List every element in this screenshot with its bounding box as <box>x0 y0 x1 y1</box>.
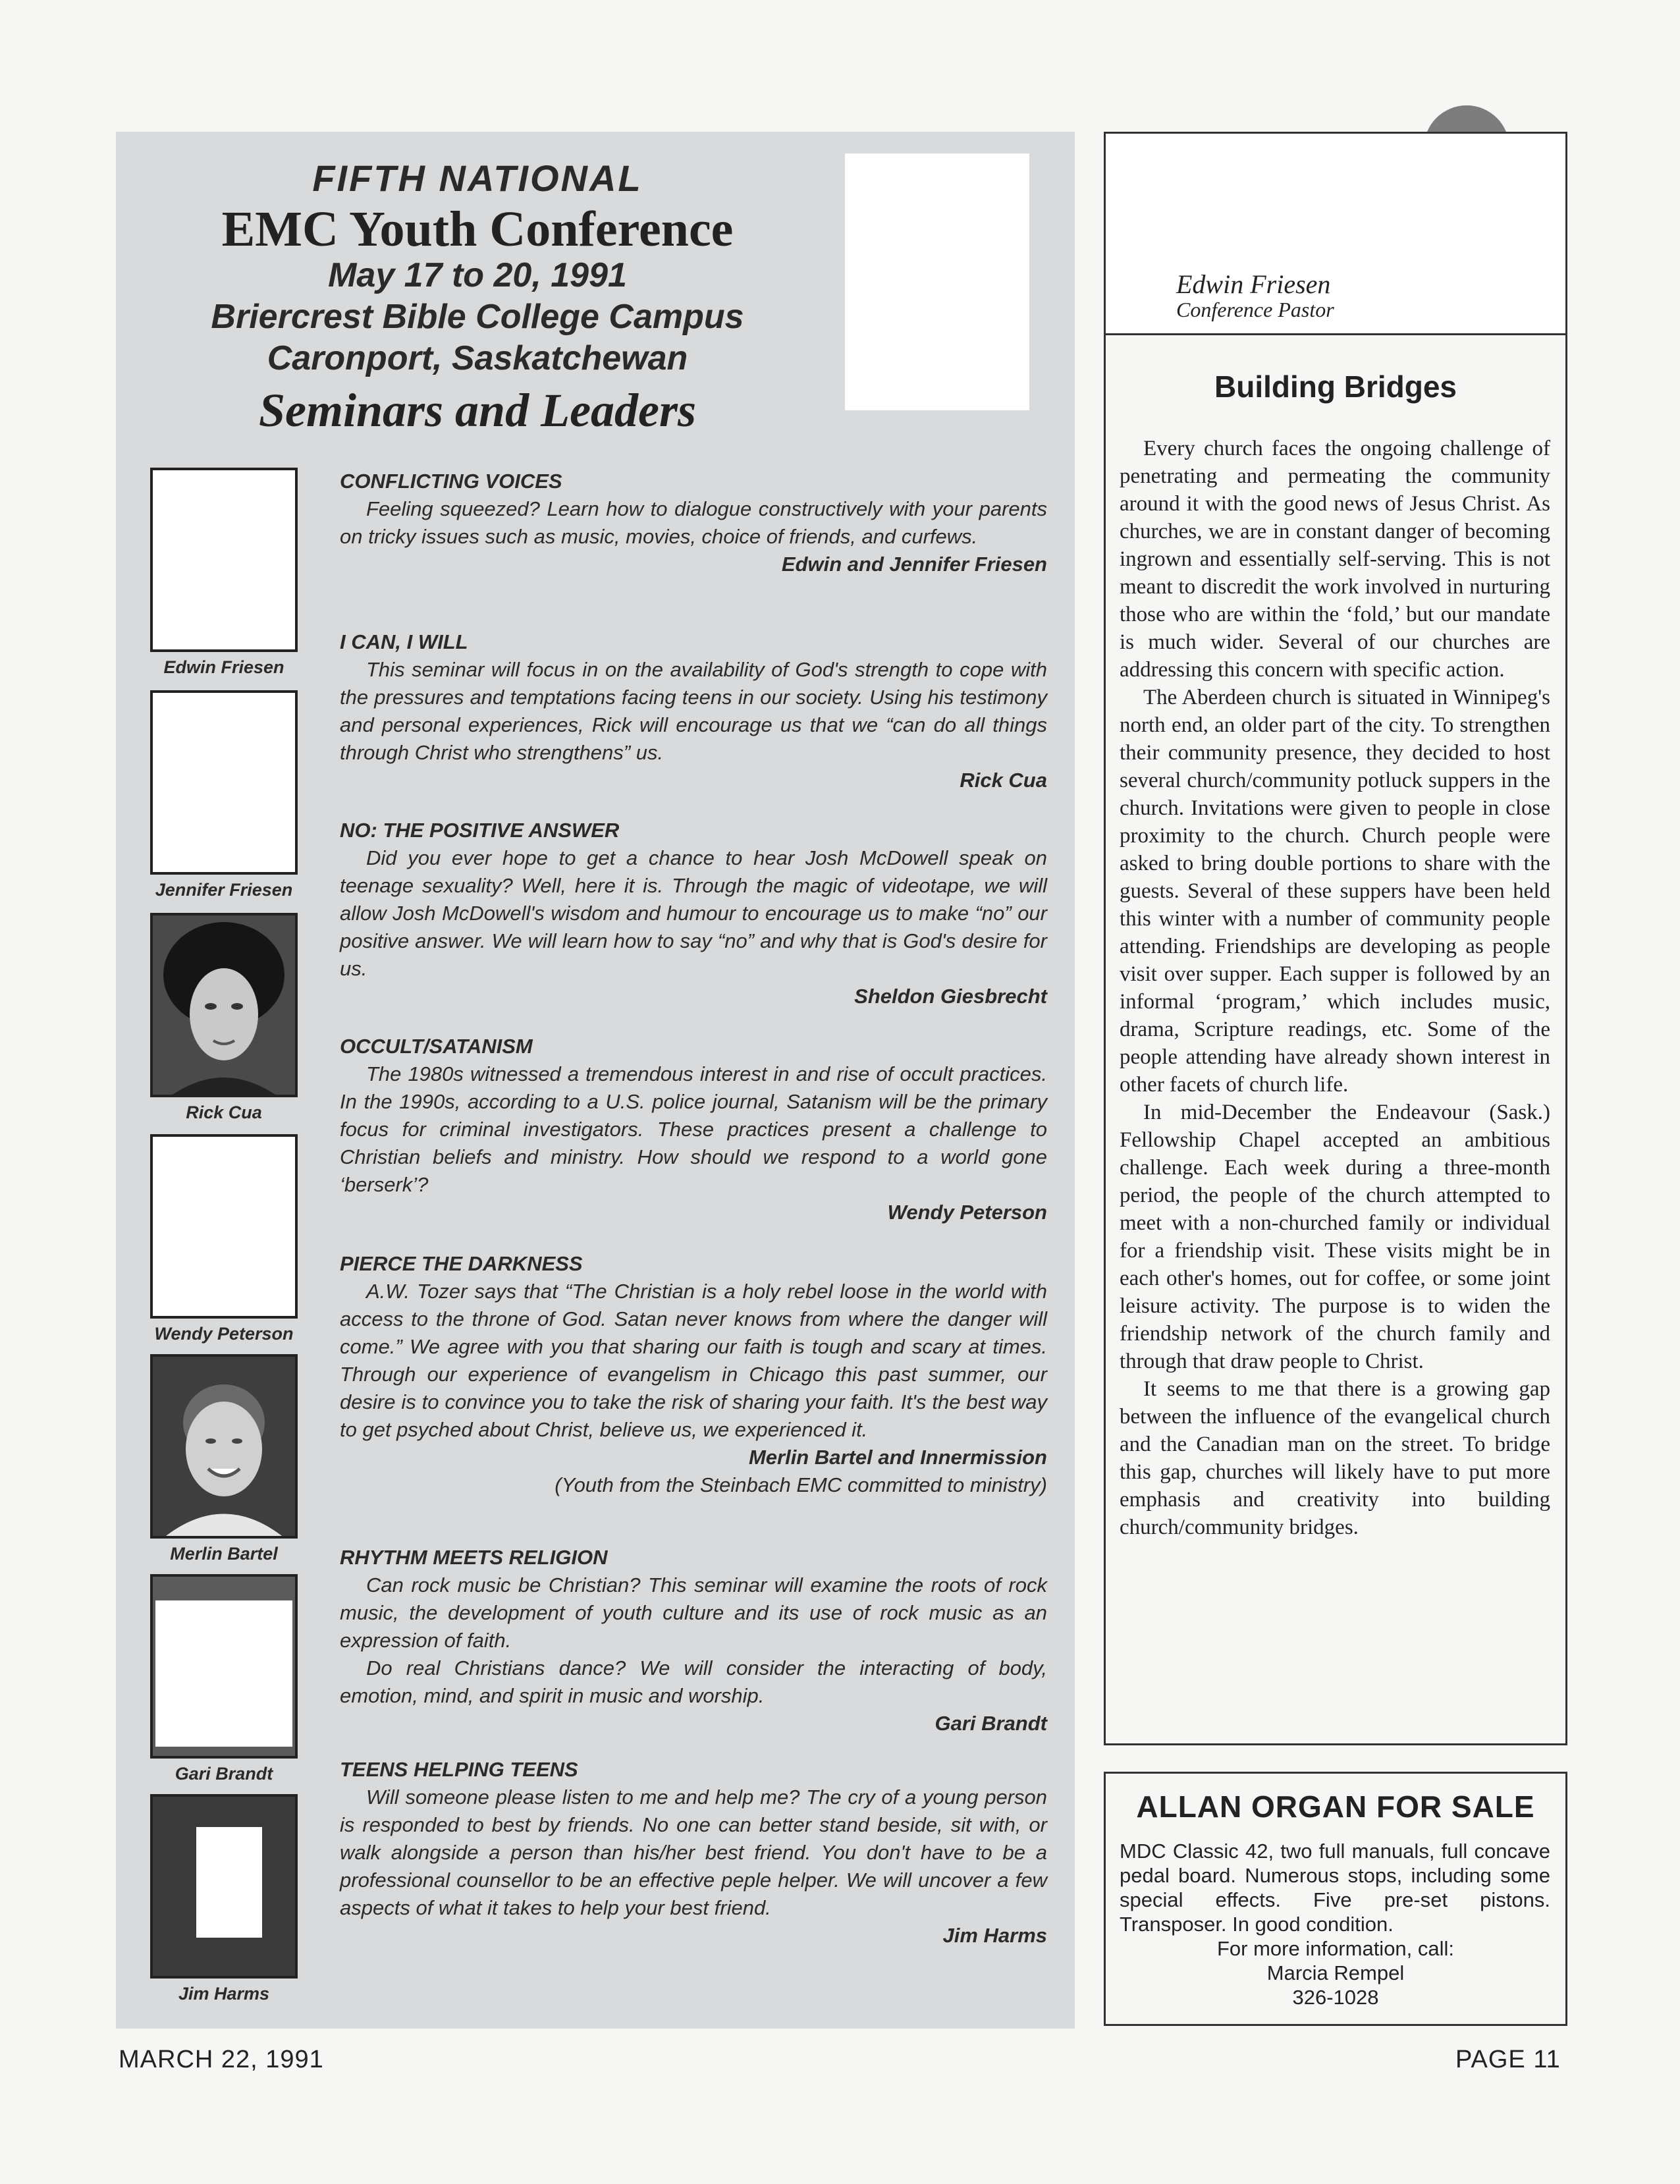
seminar <box>340 1756 1047 1950</box>
ad-contact-name: Marcia Rempel <box>1266 1961 1405 1984</box>
seminar <box>340 817 1047 1010</box>
pastor-name: Edwin Friesen <box>1176 269 1331 299</box>
conference-kicker: FIFTH NATIONAL <box>312 157 643 199</box>
leader-name: Wendy Peterson <box>154 1324 294 1344</box>
seminar-description: Will someone please listen to me and help me? The cry of a young person is responded to best by friends. No one can better stand beside, sit with, or walk alongside a person than his/her best friend. You don't have to be a professional counsellor to be an effective peple helper. We will uncover a few aspects of what it takes to help your best friend. <box>340 1786 1047 1919</box>
leader-photo <box>150 690 298 875</box>
seminar-title: CONFLICTING VOICES <box>340 470 562 493</box>
seminar-presenter: Merlin Bartel and Innermission <box>748 1446 1047 1469</box>
seminar <box>340 1033 1047 1226</box>
seminar-presenter: Sheldon Giesbrecht <box>854 985 1047 1008</box>
ad-title: ALLAN ORGAN FOR SALE <box>1136 1789 1535 1824</box>
seminar-description: Did you ever hope to get a chance to hear Josh McDowell speak on teenage sexuality? Well, here it is. Through the magic of videotape, we will allow Josh McDowell's wisdom and humour to encourage us to make “no” our positive answer. We will learn how to say “no” and why that is God's desire for us. <box>340 846 1047 980</box>
ad-contact-phone: 326-1028 <box>1292 1986 1379 2009</box>
seminar-presenter: Gari Brandt <box>935 1712 1047 1735</box>
leader-card <box>150 1574 298 1784</box>
leader-photo <box>150 1794 298 1979</box>
issue-date: MARCH 22, 1991 <box>119 2046 324 2073</box>
seminar-title: NO: THE POSITIVE ANSWER <box>340 819 620 842</box>
conference-dates: May 17 to 20, 1991 <box>328 256 627 294</box>
conference-location: Caronport, Saskatchewan <box>267 339 688 377</box>
seminar-presenter: Wendy Peterson <box>887 1201 1047 1224</box>
leader-photo <box>150 468 298 652</box>
leader-card <box>150 1134 298 1344</box>
seminar-description: Can rock music be Christian? This seminar will examine the roots of rock music, the development of youth culture and its use of rock music as an expression of faith. <box>340 1573 1047 1652</box>
leader-name: Jim Harms <box>178 1984 270 2004</box>
leader-photo <box>150 1134 298 1319</box>
seminar-presenter: Edwin and Jennifer Friesen <box>781 553 1047 576</box>
seminar-title: OCCULT/SATANISM <box>340 1035 533 1058</box>
leader-name: Edwin Friesen <box>163 657 285 677</box>
leader-card <box>150 1354 298 1564</box>
leader-card <box>150 690 298 900</box>
column-paragraph: In mid-December the Endeavour (Sask.) Fellowship Chapel accepted an ambitious challenge. Each week during a three-month period, the people of the church attempted to meet with a non-churched family or individual for a friendship visit. These visits might be in each other's homes, out for coffee, or some joint leisure activity. The purpose is to widen the friendship network of the church family and through that draw people to Christ. <box>1120 1101 1550 1373</box>
leader-card <box>150 1794 298 2004</box>
leader-name: Jennifer Friesen <box>155 880 293 900</box>
seminar <box>340 1250 1047 1499</box>
ad-contact <box>1104 1936 1567 2009</box>
seminar-description: Feeling squeezed? Learn how to dialogue constructively with your parents on tricky issues such as music, movies, choice of friends, and curfews. <box>340 497 1047 548</box>
column-paragraph: The Aberdeen church is situated in Winnipeg's north end, an older part of the city. To strengthen their community presence, they decided to host several church/community potluck suppers in the church. Invitations were given to people in close proximity to the church. Church people were asked to bring double portions to share with the guests. Several of these suppers have been held this winter with a number of community people attending. Friendships are developing as people visit over supper. Each supper is followed by an informal ‘program,’ which includes music, drama, Scripture readings, etc. Some of the people attending have already shown interest in other facets of church life. <box>1120 686 1550 1097</box>
pastor-box <box>1104 132 1567 336</box>
leader-card <box>150 468 298 678</box>
leader-photo <box>150 1574 298 1759</box>
seminar-note: (Youth from the Steinbach EMC committed to ministry) <box>555 1473 1047 1496</box>
seminar <box>340 628 1047 794</box>
seminars-heading: Seminars and Leaders <box>258 384 697 437</box>
seminar-title: RHYTHM MEETS RELIGION <box>340 1546 608 1569</box>
column-paragraph: Every church faces the ongoing challenge of penetrating and permeating the community around it with the good news of Jesus Christ. As churches, we are in constant danger of becoming ingrown and essentially self-serving. This is not meant to discredit the work involved in nurturing those who are within the ‘fold,’ but our mandate is much wider. Several of our churches are addressing this concern with specific action. <box>1120 437 1550 682</box>
seminar-description: The 1980s witnessed a tremendous interest in and rise of occult practices. In the 1990s, according to a U.S. police journal, Satanism will be the primary focus for criminal investigators. These practices present a challenge to Christian beliefs and ministry. How should we respond to a world gone ‘berserk’? <box>340 1062 1047 1196</box>
leader-name: Merlin Bartel <box>170 1544 278 1564</box>
header-photo <box>845 153 1029 410</box>
seminar-title: TEENS HELPING TEENS <box>340 1758 578 1781</box>
seminar-presenter: Jim Harms <box>942 1924 1047 1947</box>
column-title: Building Bridges <box>1214 369 1457 404</box>
seminar <box>340 1544 1047 1737</box>
conference-title: EMC Youth Conference <box>221 202 734 257</box>
seminar <box>340 468 1047 578</box>
ad-contact-lead: For more information, call: <box>1216 1937 1455 1960</box>
seminar-description: This seminar will focus in on the availability of God's strength to cope with the pressures and temptations facing teens in our society. Using his testimony and personal experiences, Rick will encourage us that we “can do all things through Christ who strengthens” us. <box>340 658 1047 764</box>
leader-card <box>150 913 298 1123</box>
leader-name: Rick Cua <box>186 1103 262 1122</box>
page-number: PAGE 11 <box>1455 2046 1561 2073</box>
column-body <box>1120 435 1550 1541</box>
leader-photo <box>150 913 298 1097</box>
seminar-title: I CAN, I WILL <box>340 630 468 653</box>
ad-body: MDC Classic 42, two full manuals, full concave pedal board. Numerous stops, including some special effects. Five pre-set pistons. Transposer. In good condition. <box>1120 1840 1550 1936</box>
leader-name: Gari Brandt <box>175 1764 273 1784</box>
seminar-description: A.W. Tozer says that “The Christian is a holy rebel loose in the world with access to the throne of God. Satan never knows from where the danger will come.” We agree with you that sharing our faith is tough and scary at times. Through our experience of evangelism in Chicago this past summer, our desire is to convince you to take the risk of sharing your faith. It's the best way to get psyched about Christ, believe us, we experienced it. <box>340 1280 1047 1441</box>
column-paragraph: It seems to me that there is a growing gap between the influence of the evangelical church and the Canadian man on the street. To bridge this gap, churches will likely have to put more emphasis and creativity into building church/community bridges. <box>1120 1377 1550 1539</box>
conference-campus: Briercrest Bible College Campus <box>211 298 744 336</box>
pastor-title: Conference Pastor <box>1176 298 1334 321</box>
seminar-presenter: Rick Cua <box>960 769 1047 792</box>
leader-photo <box>150 1354 298 1539</box>
seminar-title: PIERCE THE DARKNESS <box>340 1252 583 1275</box>
seminar-description: Do real Christians dance? We will consider the interacting of body, emotion, mind, and spirit in music and worship. <box>340 1656 1047 1707</box>
